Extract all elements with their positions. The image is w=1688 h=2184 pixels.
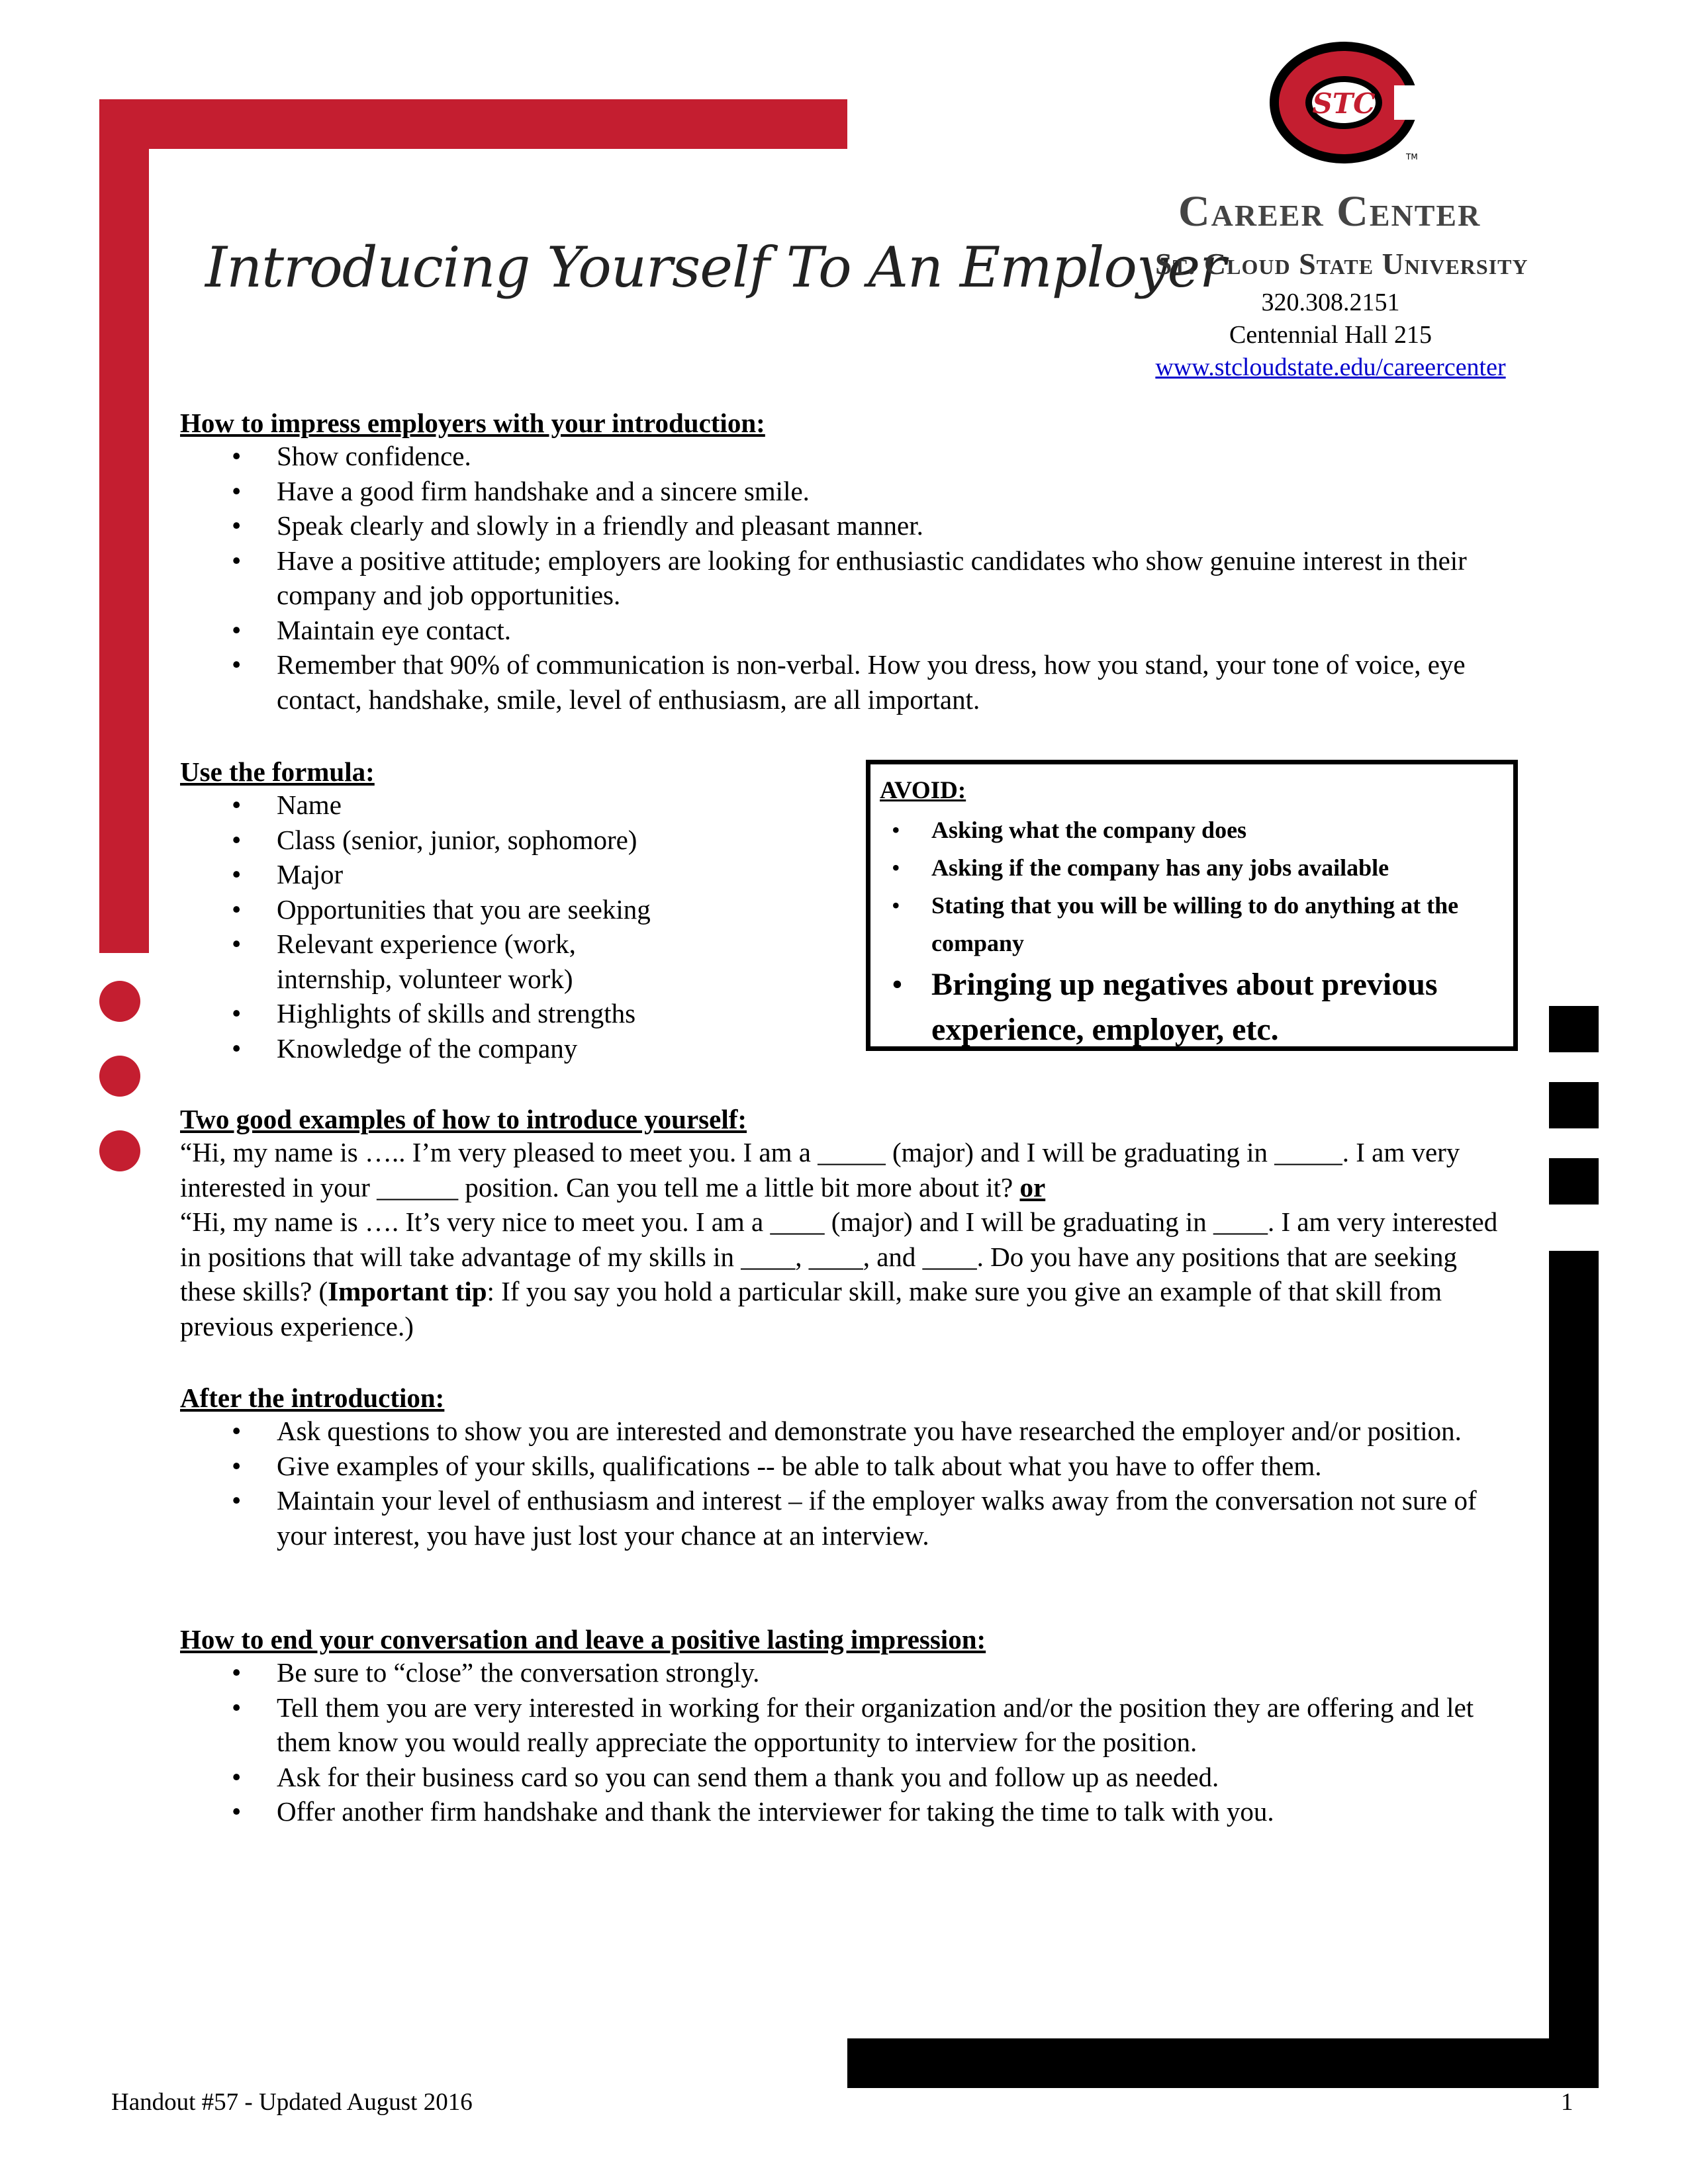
black-bottom-bar [847, 2038, 1599, 2088]
avoid-list [880, 811, 1504, 1052]
contact-location: Centennial Hall 215 [1229, 321, 1432, 349]
red-top-bar [99, 99, 847, 149]
page-number: 1 [1561, 2089, 1573, 2116]
list-item: • Maintain your level of enthusiasm and interest – if the employer walks away from the conversation not sure of your interest, you have just lost your chance at an interview. [180, 1483, 1517, 1553]
avoid-item: • Stating that you will be willing to do anything at the company [880, 887, 1504, 962]
university-name: St. Cloud State University [1155, 247, 1528, 281]
end-section [180, 1623, 1517, 1829]
red-dot-1 [99, 981, 140, 1022]
important-tip-label: Important tip [328, 1276, 487, 1306]
list-item: • Be sure to “close” the conversation strongly. [180, 1655, 1517, 1690]
avoid-item: • Asking if the company has any jobs available [880, 849, 1504, 887]
black-square-3 [1549, 1158, 1599, 1205]
website-link[interactable]: www.stcloudstate.edu/careercenter [1155, 353, 1506, 381]
after-section [180, 1382, 1517, 1553]
list-item: • Remember that 90% of communication is non-verbal. How you dress, how you stand, your tone of voice, eye contact, handshake, smile, level of enthusiasm, are all important. [180, 647, 1504, 717]
formula-heading: Use the formula: [180, 756, 375, 787]
example-two [180, 1205, 1517, 1343]
black-square-2 [1549, 1082, 1599, 1128]
list-item: • Knowledge of the company [180, 1031, 868, 1066]
formula-section [180, 756, 868, 1066]
list-item: • Maintain eye contact. [180, 613, 1504, 648]
red-dot-3 [99, 1130, 140, 1171]
list-item: • Have a positive attitude; employers are looking for enthusiastic candidates who show genuine interest in their company and job opportunities. [180, 543, 1504, 613]
end-heading: How to end your conversation and leave a positive lasting impression: [180, 1624, 986, 1655]
after-heading: After the introduction: [180, 1383, 445, 1413]
list-item: • Name [180, 788, 868, 823]
list-item: • Speak clearly and slowly in a friendly and pleasant manner. [180, 508, 1504, 543]
avoid-title: AVOID: [880, 777, 966, 804]
list-item: • Major [180, 857, 868, 892]
after-list [180, 1414, 1517, 1553]
list-item: • Class (senior, junior, sophomore) [180, 823, 868, 858]
red-dot-2 [99, 1056, 140, 1097]
list-item: • Have a good firm handshake and a sincere smile. [180, 474, 1504, 509]
logo-trademark: TM [1406, 152, 1418, 161]
list-item: • Highlights of skills and strengths [180, 996, 868, 1031]
list-item: • Give examples of your skills, qualifications -- be able to talk about what you have to offer them. [180, 1449, 1517, 1484]
examples-heading: Two good examples of how to introduce yourself: [180, 1104, 747, 1134]
contact-phone: 320.308.2151 [1261, 289, 1400, 316]
list-item: • Ask for their business card so you can send them a thank you and follow up as needed. [180, 1760, 1517, 1795]
examples-section [180, 1103, 1517, 1343]
university-logo [1264, 36, 1436, 169]
avoid-emphasis-item: • Bringing up negatives about previous experience, employer, etc. [880, 962, 1504, 1052]
list-item: • Opportunities that you are seeking [180, 892, 868, 927]
list-item: • Relevant experience (work, internship, volunteer work) [180, 927, 868, 996]
example-one-text: “Hi, my name is ….. I’m very pleased to meet you. I am a _____ (major) and I will be graduating in _____. I am very interested in your ______ position. Can you tell me a little bit more about it? [180, 1137, 1460, 1203]
avoid-box [866, 760, 1518, 1051]
formula-list [180, 788, 868, 1066]
impress-section [180, 407, 1504, 717]
red-left-bar [99, 99, 149, 953]
list-item: • Ask questions to show you are interested and demonstrate you have researched the employer and/or position. [180, 1414, 1517, 1449]
example-one [180, 1135, 1517, 1205]
impress-heading: How to impress employers with your introduction: [180, 408, 765, 438]
black-square-1 [1549, 1006, 1599, 1052]
impress-list [180, 439, 1504, 717]
avoid-item: • Asking what the company does [880, 811, 1504, 849]
example-two-text: “Hi, my name is …. It’s very nice to meet you. I am a ____ (major) and I will be graduating in ____. I am very interested in positions that will take advantage of my skills in ____, ____, and ____. Do you have any positions that are seeking these skills? ( [180, 1206, 1498, 1306]
end-list [180, 1655, 1517, 1829]
list-item: • Show confidence. [180, 439, 1504, 474]
black-right-bar [1549, 1251, 1599, 2085]
or-label: or [1019, 1171, 1046, 1203]
list-item: • Tell them you are very interested in working for their organization and/or the position they are offering and let them know you would really appreciate the opportunity to interview for the position. [180, 1690, 1517, 1760]
list-item: • Offer another firm handshake and thank the interviewer for taking the time to talk with you. [180, 1794, 1517, 1829]
important-tip-text: : If you say you hold a particular skill, make sure you give an example of that skill from previous experience.) [180, 1276, 1442, 1342]
footer-handout: Handout #57 - Updated August 2016 [111, 2089, 473, 2116]
logo-lettering: STC [1312, 87, 1376, 120]
org-name: Career Center [1178, 187, 1481, 236]
page-title: Introducing Yourself To An Employer [205, 235, 1226, 300]
